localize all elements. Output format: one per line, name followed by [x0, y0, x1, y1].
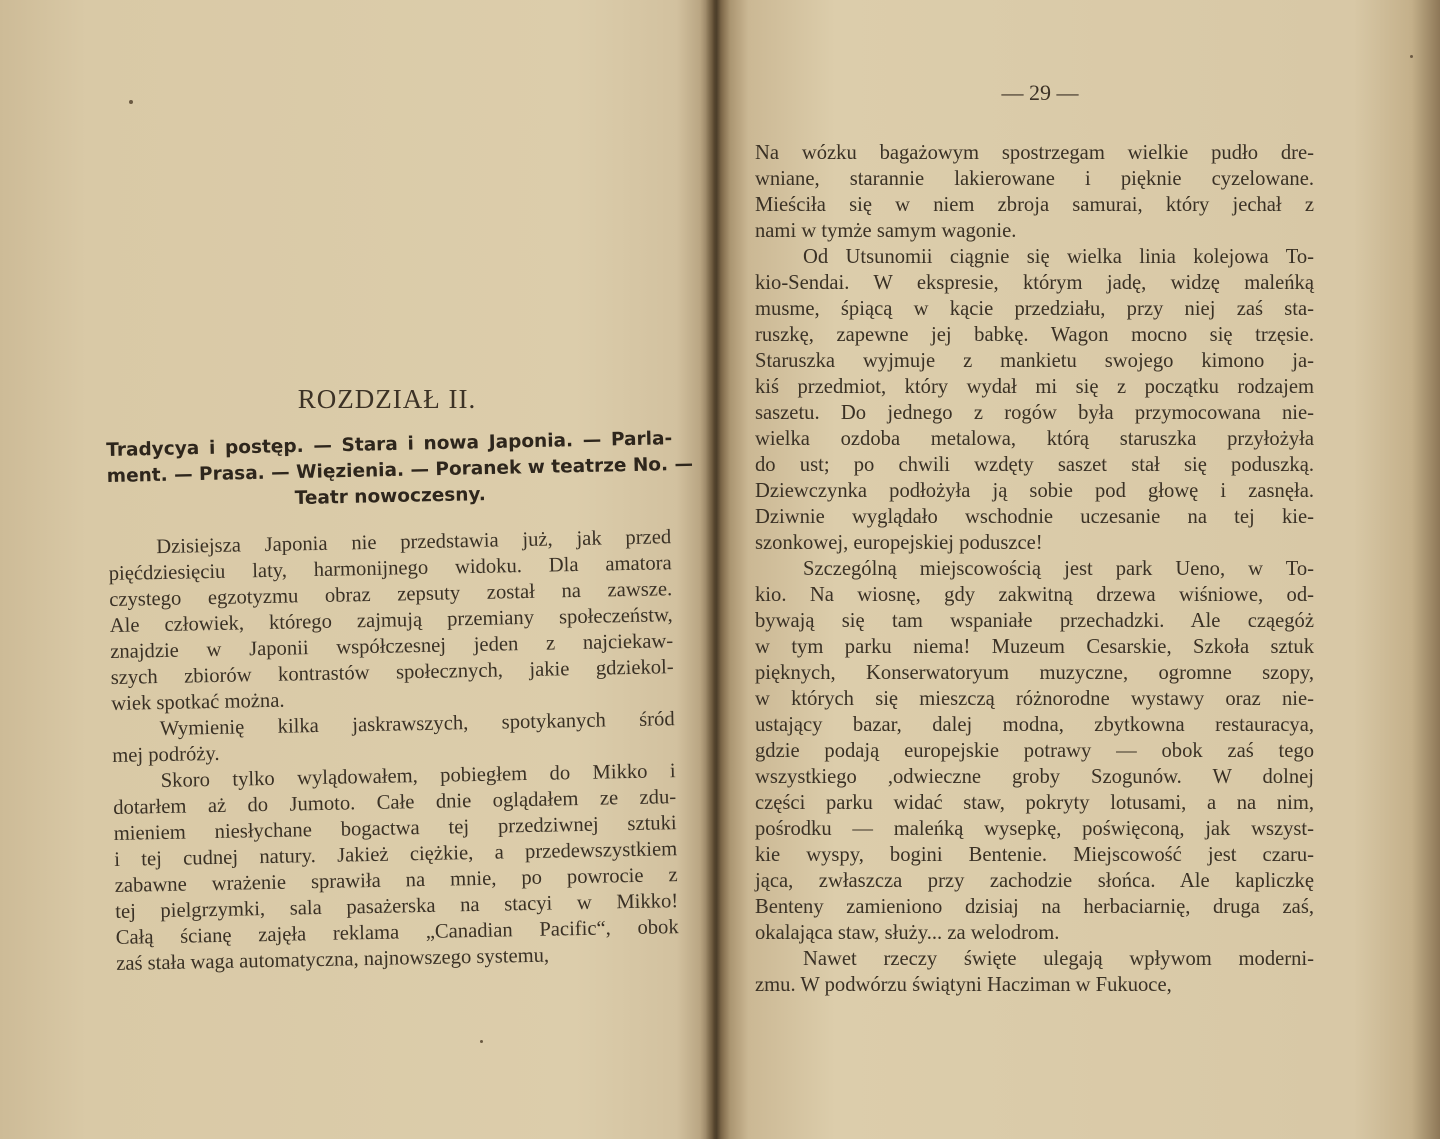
- paragraph: [755, 244, 1314, 556]
- paper-speck: [480, 1040, 483, 1043]
- text-line: Mieściła się w niem zbroja samurai, który jechał z: [755, 194, 1314, 216]
- text-line: znajdzie w Japonii współczesnej jeden z najciekaw-: [110, 630, 674, 663]
- text-line: pięćdziesięciu laty, harmonijnego widoku. Dla amatora: [108, 552, 672, 585]
- summary-line: ment. — Prasa. — Więzienia. — Poranek w teatrze No. —: [106, 453, 694, 487]
- text-line: zabawne wrażenie sprawiła na mnie, po powrocie z: [114, 864, 678, 897]
- paper-speck: [1410, 55, 1413, 58]
- text-line: i tej cudnej natury. Jakież ciężkie, a przedewszystkiem: [114, 838, 678, 871]
- paragraph: [755, 140, 1314, 244]
- text-line: Staruszka wyjmuje z mankietu swojego kimono ja-: [755, 350, 1314, 372]
- text-line: Ale człowiek, którego zajmują przemiany społeczeństw,: [109, 604, 673, 637]
- text-line: kiś przedmiot, który wydał mi się z początku rodzajem: [755, 376, 1314, 398]
- text-line: w których się mieszczą różnorodne wystawy oraz nie-: [755, 688, 1314, 710]
- text-line: zmu. W podwórzu świątyni Hacziman w Fukuoce,: [755, 974, 1172, 996]
- text-line: mej podróży.: [112, 742, 220, 767]
- text-line: wszystkiego ,odwieczne groby Szogunów. W dolnej: [755, 766, 1314, 788]
- chapter-summary: [106, 426, 694, 516]
- paragraph: [755, 946, 1314, 998]
- text-line: saszetu. Do jednego z rogów była przymocowana nie-: [755, 402, 1314, 424]
- text-line: czystego egzotyzmu obraz zepsuty został na zawsze.: [109, 578, 673, 611]
- text-line: Szczególną miejscowością jest park Ueno, w To-: [803, 558, 1314, 580]
- text-line: Dziewczynka podłożyła ją sobie pod głowę i zasnęła.: [755, 480, 1314, 502]
- summary-line: Tradycya i postęp. — Stara i nowa Japonia. — Parla-: [106, 428, 673, 461]
- chapter-title: ROZDZIAŁ II.: [297, 384, 477, 414]
- text-line: Skoro tylko wylądowałem, pobiegłem do Mikko i: [160, 760, 676, 793]
- text-line: Wymienię kilka jaskrawszych, spotykanych śród: [159, 708, 675, 741]
- text-line: wiek spotkać można.: [111, 689, 285, 715]
- text-line: wielka ozdoba metalowa, którą staruszka przyłożyła: [755, 428, 1314, 450]
- text-line: zaś stała waga automatyczna, najnowszego systemu,: [116, 944, 550, 975]
- text-line: bywają się tam wspaniałe przechadzki. Ale cząegóż: [755, 610, 1314, 632]
- paragraph: [755, 556, 1314, 946]
- text-line: pośrodku — maleńką wysepkę, poświęconą, jak wszyst-: [755, 818, 1314, 840]
- paragraph: [108, 524, 674, 717]
- text-line: musme, śpiącą w kącie przedziału, przy niej zaś sta-: [755, 298, 1314, 320]
- left-page-body: [108, 524, 679, 977]
- text-line: kio. Na wiosnę, gdy zakwitną drzewa wiśniowe, od-: [755, 584, 1314, 606]
- text-line: Całą ścianę zajęła reklama „Canadian Pacific“, obok: [115, 916, 679, 949]
- text-line: wniane, starannie lakierowane i pięknie cyzelowane.: [755, 168, 1314, 190]
- text-line: do ust; po chwili wzdęty saszet stał się poduszką.: [755, 454, 1314, 476]
- text-line: ustający bazar, dalej modna, zbytkowna restauracya,: [755, 714, 1314, 736]
- text-line: tej pielgrzymki, sala pasażerska na stacyi w Mikko!: [115, 890, 679, 923]
- text-line: Dzisiejsza Japonia nie przedstawia już, jak przed: [156, 526, 672, 559]
- text-line: mieniem niesłychane bogactwa tej przedziwnej sztuki: [113, 812, 677, 845]
- paragraph: [112, 758, 679, 977]
- text-line: kio-Sendai. W ekspresie, którym jadę, widzę maleńką: [755, 272, 1314, 294]
- text-line: kie wyspy, bogini Bentenie. Miejscowość jest czaru-: [755, 844, 1314, 866]
- text-line: jąca, zwłaszcza przy zachodzie słońca. Ale kapliczkę: [755, 870, 1314, 892]
- text-line: Od Utsunomii ciągnie się wielka linia kolejowa To-: [803, 246, 1314, 268]
- text-line: Dziwnie wyglądało wschodnie uczesanie na tej kie-: [755, 506, 1314, 528]
- text-line: Nawet rzeczy święte ulegają wpływom moderni-: [803, 948, 1314, 970]
- text-line: szonkowej, europejskiej poduszce!: [755, 532, 1043, 554]
- text-line: nami w tymże samym wagonie.: [755, 220, 1017, 242]
- left-page: [0, 0, 712, 1139]
- page-number: — 29 —: [1001, 80, 1079, 105]
- text-line: pięknych, Konserwatoryum muzyczne, ogromne szopy,: [755, 662, 1314, 684]
- text-line: okalająca staw, służy... za welodrom.: [755, 922, 1060, 944]
- text-line: dotarłem aż do Jumoto. Całe dnie oglądałem ze zdu-: [113, 786, 677, 819]
- text-line: części parku widać staw, pokryty lotusami, a na nim,: [755, 792, 1314, 814]
- summary-line: Teatr nowoczesny.: [294, 484, 487, 510]
- right-page-body: [755, 140, 1314, 998]
- paper-speck: [129, 100, 133, 104]
- text-line: w tym parku niema! Muzeum Cesarskie, Szkoła sztuk: [755, 636, 1314, 658]
- text-line: Na wózku bagażowym spostrzegam wielkie pudło dre-: [755, 142, 1314, 164]
- text-line: Benteny zamieniono dzisiaj na herbaciarnię, druga zaś,: [755, 896, 1314, 918]
- text-line: gdzie podają europejskie potrawy — obok zaś tego: [755, 740, 1314, 762]
- text-line: ruszkę, zapewne jej babkę. Wagon mocno się trzęsie.: [755, 324, 1314, 346]
- text-line: szych zbiorów kontrastów społecznych, jakie gdziekol-: [110, 656, 674, 689]
